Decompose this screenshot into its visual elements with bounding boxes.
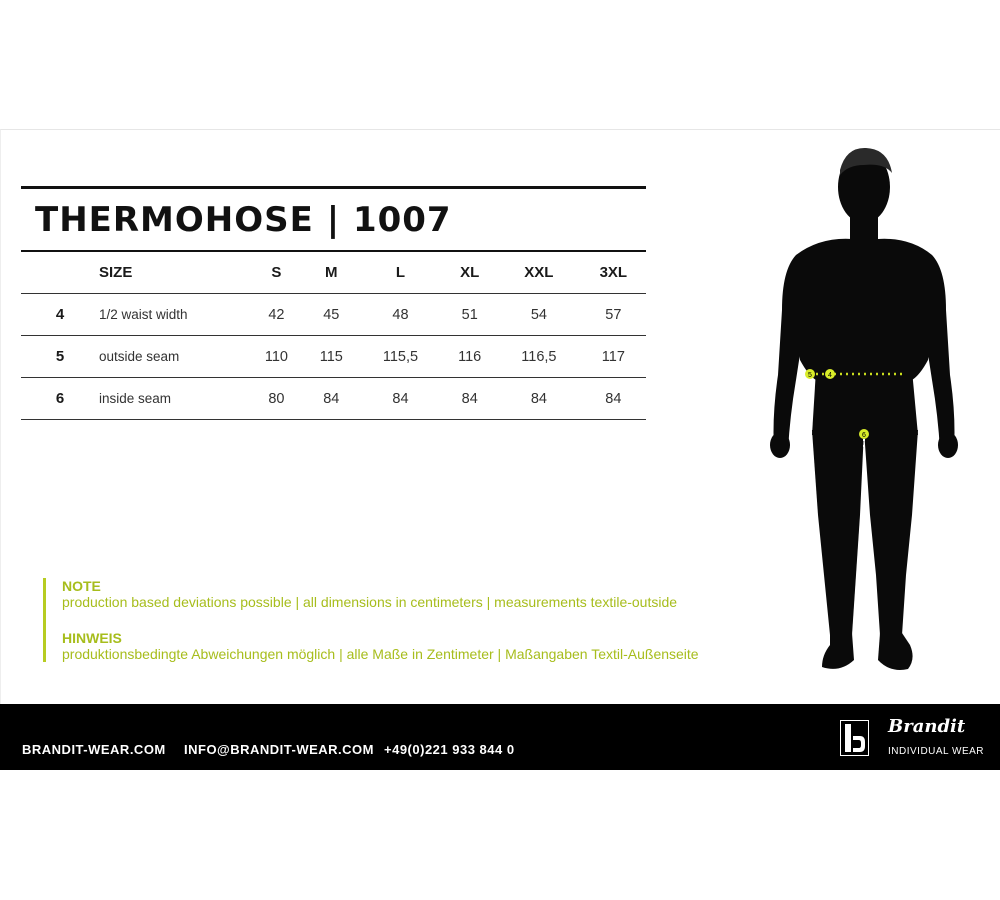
note-text-de: produktionsbedingte Abweichungen möglich | alle Maße in Zentimeter | Maßangaben Textil-Außenseite [62, 646, 699, 662]
cell-value: 57 [581, 294, 646, 336]
table-row [21, 336, 646, 378]
cell-value: 42 [249, 294, 304, 336]
brand-tagline: INDIVIDUAL WEAR [888, 746, 985, 757]
cell-value: 84 [304, 378, 359, 420]
size-table [21, 250, 646, 420]
email-link[interactable]: INFO@BRANDIT-WEAR.COM [184, 742, 374, 757]
size-header-m: M [304, 251, 359, 294]
body-silhouette-figure [760, 145, 980, 685]
cell-value: 116 [442, 336, 497, 378]
marker-5-label: 5 [808, 372, 812, 379]
cell-value: 84 [497, 378, 581, 420]
size-header-xl: XL [442, 251, 497, 294]
cell-value: 45 [304, 294, 359, 336]
marker-6-label: 6 [862, 432, 866, 439]
size-header-l: L [359, 251, 443, 294]
cell-value: 51 [442, 294, 497, 336]
size-header-label: SIZE [99, 251, 249, 294]
row-number: 4 [21, 294, 99, 336]
phone-number: +49(0)221 933 844 0 [384, 742, 515, 757]
row-number: 5 [21, 336, 99, 378]
cell-value: 115,5 [359, 336, 443, 378]
size-header-xxl: XXL [497, 251, 581, 294]
cell-value: 80 [249, 378, 304, 420]
row-label: 1/2 waist width [99, 294, 249, 336]
title-rule [21, 186, 646, 189]
cell-value: 117 [581, 336, 646, 378]
product-title: THERMOHOSE | 1007 [35, 200, 452, 240]
note-heading-de: HINWEIS [62, 630, 122, 646]
note-heading-en: NOTE [62, 578, 101, 594]
row-label: outside seam [99, 336, 249, 378]
cell-value: 84 [359, 378, 443, 420]
header-spacer [21, 251, 99, 294]
table-row [21, 378, 646, 420]
cell-value: 116,5 [497, 336, 581, 378]
note-text-en: production based deviations possible | all dimensions in centimeters | measurements textile-outside [62, 594, 678, 610]
website-link[interactable]: BRANDIT-WEAR.COM [22, 742, 166, 757]
cell-value: 115 [304, 336, 359, 378]
table-row [21, 294, 646, 336]
cell-value: 54 [497, 294, 581, 336]
cell-value: 84 [442, 378, 497, 420]
size-header-s: S [249, 251, 304, 294]
marker-4-label: 4 [828, 372, 832, 379]
cell-value: 48 [359, 294, 443, 336]
row-number: 6 [21, 378, 99, 420]
size-header-row [21, 251, 646, 294]
brand-wordmark: Brandit [888, 716, 966, 737]
row-label: inside seam [99, 378, 249, 420]
size-header-3xl: 3XL [581, 251, 646, 294]
silhouette [770, 148, 958, 670]
brandit-b-logo-icon [840, 720, 869, 756]
cell-value: 110 [249, 336, 304, 378]
cell-value: 84 [581, 378, 646, 420]
note-block [43, 578, 762, 662]
